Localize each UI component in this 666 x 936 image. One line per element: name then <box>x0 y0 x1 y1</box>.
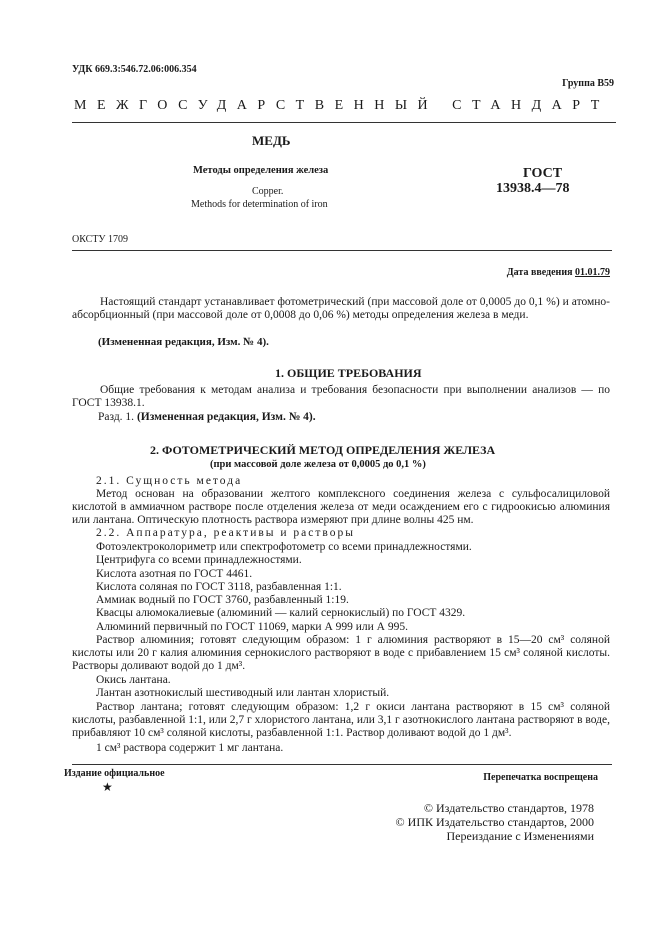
copyright-2000: © ИПК Издательство стандартов, 2000 <box>395 815 594 829</box>
english-title: Copper. <box>252 186 284 197</box>
list-item: Алюминий первичный по ГОСТ 11069, марки А 999 или А 995. <box>96 620 408 633</box>
section-1-text: Общие требования к методам анализа и требования безопасности при выполнении анализов — по ГОСТ 13938.1. <box>72 384 610 410</box>
section-2-subheading: (при массовой доле железа от 0,0005 до 0,1 %) <box>210 459 426 470</box>
official-edition: Издание официальное <box>64 768 165 779</box>
footer-divider <box>72 764 612 765</box>
star-icon: ★ <box>102 780 113 794</box>
english-subtitle: Methods for determination of iron <box>191 199 328 210</box>
okstu-code: ОКСТУ 1709 <box>72 234 129 245</box>
clause-2-2-title: 2.2. Аппаратура, реактивы и растворы <box>96 527 355 539</box>
aluminium-solution-text: Раствор алюминия; готовят следующим образом: 1 г алюминия растворяют в 15—20 см³ соляной кислоты или 20 г калия алюминия сернокислого растворяют в воде с прибавлением 15 см³ соляной кислоты. Растворы доливают водой до 1 дм³. <box>72 634 610 673</box>
list-item: Квасцы алюмокалиевые (алюминий — калий сернокислый) по ГОСТ 4329. <box>96 607 466 620</box>
list-item: Аммиак водный по ГОСТ 3760, разбавленный 1:19. <box>96 594 349 607</box>
document-title: МЕДЬ <box>252 133 291 148</box>
group-code: Группа В59 <box>562 78 614 89</box>
list-item: Фотоэлектроколориметр или спектрофотометр со всеми принадлежностями. <box>96 541 472 553</box>
list-item: Кислота азотная по ГОСТ 4461. <box>96 567 253 580</box>
copyright-1978: © Издательство стандартов, 1978 <box>423 801 594 815</box>
document-subtitle: Методы определения железа <box>193 165 329 176</box>
section-1-amendment-text: (Измененная редакция, Изм. № 4). <box>136 411 316 423</box>
udk-code: УДК 669.3:546.72.06:006.354 <box>72 64 197 75</box>
intro-date-value: 01.01.79 <box>575 267 610 278</box>
intro-amendment: (Измененная редакция, Изм. № 4). <box>98 336 269 348</box>
section-1-heading: 1. ОБЩИЕ ТРЕБОВАНИЯ <box>275 366 422 380</box>
list-item: Центрифуга со всеми принадлежностями. <box>96 554 302 567</box>
list-item: Окись лантана. <box>96 674 171 686</box>
reagent-list <box>96 541 472 634</box>
interstate-standard-banner: МЕЖГОСУДАРСТВЕННЫЙ СТАНДАРТ <box>74 98 610 113</box>
list-item: Лантан азотнокислый шестиводный или лантан хлористый. <box>96 687 390 700</box>
header-divider <box>72 122 616 123</box>
gost-label: ГОСТ <box>523 166 563 181</box>
clause-2-1-title: 2.1. Сущность метода <box>96 475 243 487</box>
list-item: Кислота соляная по ГОСТ 3118, разбавленная 1:1. <box>96 580 342 593</box>
clause-2-1-text: Метод основан на образовании желтого комплексного соединения железа с сульфосалициловой кислотой в аммиачном растворе после отделения железа от меди осаждением его с гидроокисью алюминия или лантана. Оптическую плотность раствора измеряют при длине волны 425 нм. <box>72 488 610 527</box>
section-2-heading: 2. ФОТОМЕТРИЧЕСКИЙ МЕТОД ОПРЕДЕЛЕНИЯ ЖЕЛЕЗА <box>150 443 496 457</box>
gost-number: 13938.4—78 <box>496 181 570 196</box>
section-1-amendment <box>98 411 316 423</box>
section-1-amendment-prefix: Разд. 1. <box>98 411 135 423</box>
lanthanum-concentration: 1 см³ раствора содержит 1 мг лантана. <box>96 742 284 754</box>
okstu-divider <box>72 250 612 251</box>
lanthanum-list <box>96 674 389 701</box>
reissue-note: Переиздание с Изменениями <box>446 829 594 843</box>
intro-date <box>507 267 610 278</box>
intro-date-label: Дата введения <box>506 267 573 278</box>
lanthanum-solution-text: Раствор лантана; готовят следующим образом: 1,2 г окиси лантана растворяют в 15 см³ соляной кислоты, разбавленной 1:1, или 2,7 г хлористого лантана, или 3,1 г азотнокислого лантана растворяют в воде, прибавляют 10 см³ соляной кислоты, разбавленной 1:1. Раствор доливают водой до 1 дм³. <box>72 701 610 740</box>
reprint-prohibited: Перепечатка воспрещена <box>483 772 598 783</box>
intro-paragraph: Настоящий стандарт устанавливает фотометрический (при массовой доле от 0,0005 до 0,1 %) и атомно-абсорбционный (при массовой доле от 0,0008 до 0,06 %) методы определения железа в меди. <box>72 296 610 322</box>
